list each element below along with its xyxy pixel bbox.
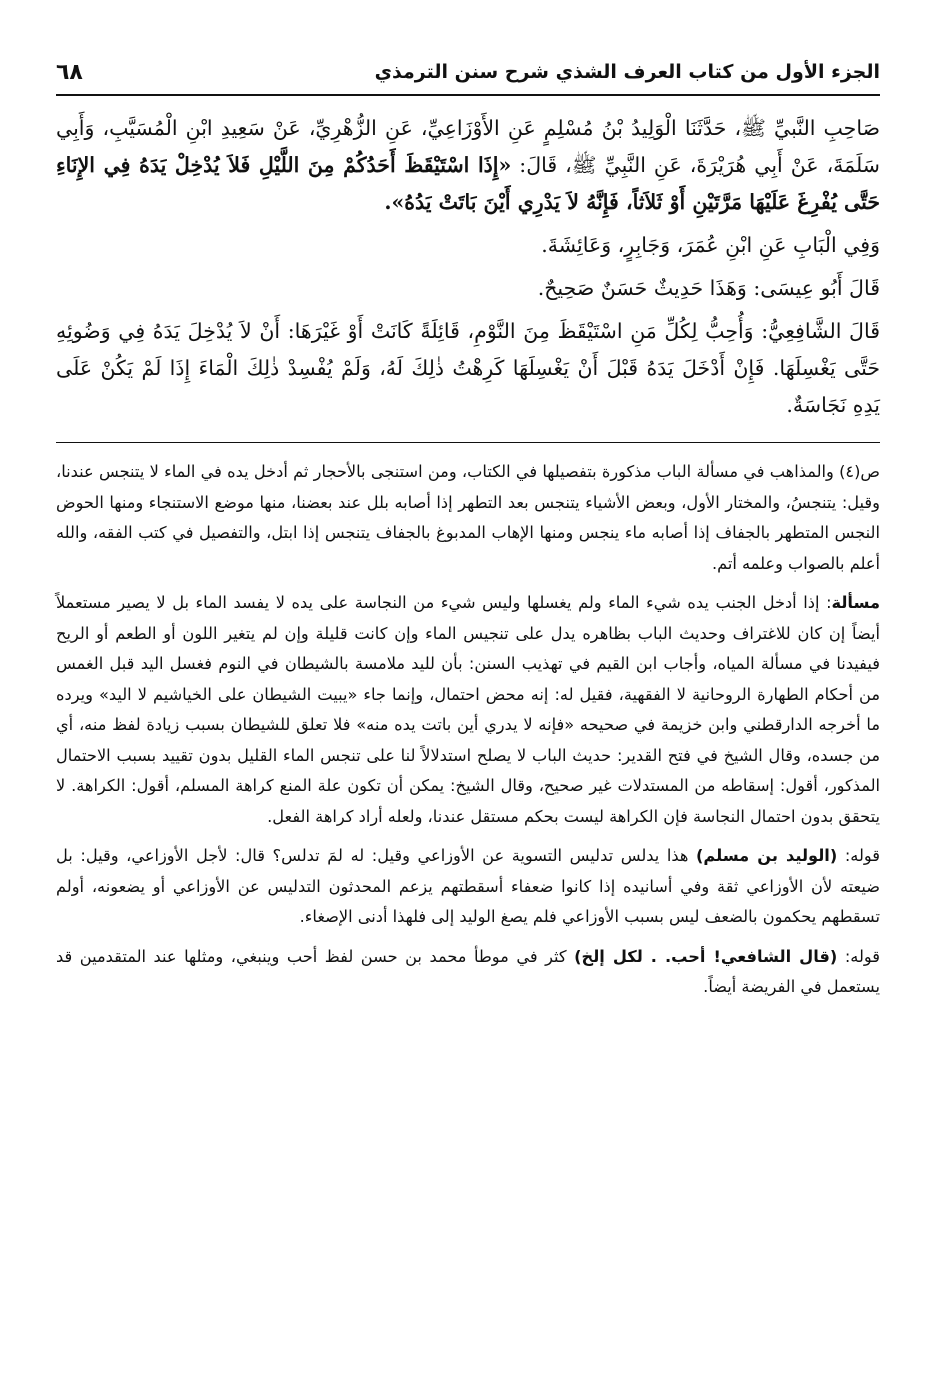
- note-masala: [56, 588, 880, 832]
- qawluhu-prefix: قوله:: [837, 846, 880, 865]
- book-page: [56, 56, 880, 1012]
- page-header: [56, 56, 880, 96]
- qawluhu-prefix: قوله:: [837, 946, 880, 966]
- shafii-label: (قال الشافعي! أحب. . لكل إلخ): [574, 946, 838, 966]
- running-title: الجزء الأول من كتاب العرف الشذي شرح سنن الترمذي: [374, 61, 880, 83]
- chapter-references: وَفِي الْبَابِ عَنِ ابْنِ عُمَرَ، وَجَابِرٍ، وَعَائِشَةَ.: [541, 233, 880, 257]
- commentary: [56, 457, 880, 1003]
- note-shafii: [56, 942, 880, 1003]
- page-number: ٦٨: [56, 59, 83, 85]
- note-madhahib: ص(٤) والمذاهب في مسألة الباب مذكورة بتفصيلها في الكتاب، ومن استنجى بالأحجار ثم أدخل يده في الماء لا يتنجس عندنا، وقيل: يتنجسُ، والمختار الأول، وبعض الأشياء يتنجس بعد التطهر إذا أصابه بلل عند بعضنا، منها موضع الاستنجاء ومنها الحوض النجس المتطهر بالجفاف إذا أصابه ماء ينجس ومنها الإهاب المدبوغ بالجفاف يتنجس إذا ابتل، والتفصيل في كتب الفقه، والله أعلم بالصواب وعلمه أتم.: [56, 462, 880, 573]
- abu-isa-grading: قَالَ أَبُو عِيسَى: وَهَذَا حَدِيثٌ حَسَنٌ صَحِيحٌ.: [537, 276, 880, 300]
- masala-label: مسألة: [831, 593, 880, 612]
- note-walid: [56, 841, 880, 933]
- shafii-statement: قَالَ الشَّافِعِيُّ: وَأُحِبُّ لِكُلِّ مَنِ اسْتَيْقَظَ مِنَ النَّوْمِ، قَائِلَةً كَانَتْ أَوْ غَيْرَهَا: أَنْ لاَ يُدْخِلَ يَدَهُ فِي وَضُوئِهِ حَتَّى يَغْسِلَهَا. فَإِنْ أَدْخَلَ يَدَهُ قَبْلَ أَنْ يَغْسِلَهَا كَرِهْتُ ذٰلِكَ لَهُ، وَلَمْ يُفْسِدْ ذٰلِكَ الْمَاءَ إِذَا لَمْ يَكُنْ عَلَى يَدِهِ نَجَاسَةٌ.: [56, 319, 880, 417]
- hadith-matn: «إِذَا اسْتَيْقَظَ أَحَدُكُمْ مِنَ اللَّيْلِ فَلاَ يُدْخِلْ يَدَهُ فِي الإِنَاءِ حَتَّى يُفْرِغَ عَلَيْهَا مَرَّتَيْنِ أَوْ ثَلاَثاً، فَإِنَّهُ لاَ يَدْرِي أَيْنَ بَاتَتْ يَدُهُ».: [56, 153, 880, 214]
- main-text: [56, 110, 880, 424]
- isnad-text: صَاحِبِ النَّبيِّ ﷺ، حَدَّثَنَا الْوَلِيدُ بْنُ مُسْلِمٍ عَنِ الأَوْزَاعِيِّ، عَنِ الزُّهْرِيِّ، عَنْ سَعِيدِ ابْنِ الْمُسَيَّبِ، وَأَبِي سَلَمَةَ، عَنْ أَبِي هُرَيْرَةَ، عَنِ النَّبِيِّ ﷺ، قَالَ:: [56, 116, 880, 177]
- masala-text: : إذا أدخل الجنب يده شيء الماء ولم يغسلها وليس شيء من النجاسة على يده لا يفسد الماء بل لا يصير مستعملاً أيضاً إن كان للاغتراف وحديث الباب بظاهره يدل على تنجيس الماء وإن كانت قليلة وإن لم يتغير اللون أو الطعم أو الريح فيفيدنا في مسألة المياه، وأجاب ابن القيم في تهذيب السنن: بأن لليد ملامسة بالشيطان في النوم فغسل اليد قبل الغمس من أحكام الطهارة الروحانية لا الفقهية، فقيل له: إنه محض احتمال، وإنما جاء «يبيت الشيطان على الخياشيم لا اليد» ويرده ما أخرجه الدارقطني وابن خزيمة في صحيحه «فإنه لا يدري أين باتت يده منه» فلا تعلق للشيطان بسبب زيادة لفظ منه، أي من جسده، وقال الشيخ في فتح القدير: حديث الباب لا يصلح استدلالاً لنا على تنجس الماء القليل بدون تقييد بسبب الاحتمال المذكور، أقول: إسقاطه من المستدلات غير صحيح، وقال الشيخ: يمكن أن تكون علة المنع كراهة المسلم، أقول: الكراهة. لا يتحقق بدون احتمال النجاسة فإن الكراهة ليست بحكم مستقل عندنا، ولعله أراد كراهة الفعل.: [56, 593, 880, 826]
- walid-label: (الوليد بن مسلم): [696, 846, 838, 865]
- shafii-text: كثر في موطأ محمد بن حسن لفظ أحب وينبغي، ومثلها عند المتقدمين قد يستعمل في الفريضة أيضاً.: [56, 946, 880, 996]
- walid-text: هذا يدلس تدليس التسوية عن الأوزاعي وقيل: له لمَ تدلس؟ قال: لأجل الأوزاعي، وقيل: بل ضيعته لأن الأوزاعي ثقة وفي أسانيده إذا كانوا ضعفاء أسقطتهم يزعم المحدثون التدليس عن الأوزاعي أو يضعونه، أولم تسقطهم يحكمون بالضعف ليس بسبب الأوزاعي فلم يصغ الوليد إلى فلهذا أدنى الإصغاء.: [56, 846, 880, 926]
- footnote-divider: [56, 442, 880, 443]
- hadith-paragraph: [56, 110, 880, 221]
